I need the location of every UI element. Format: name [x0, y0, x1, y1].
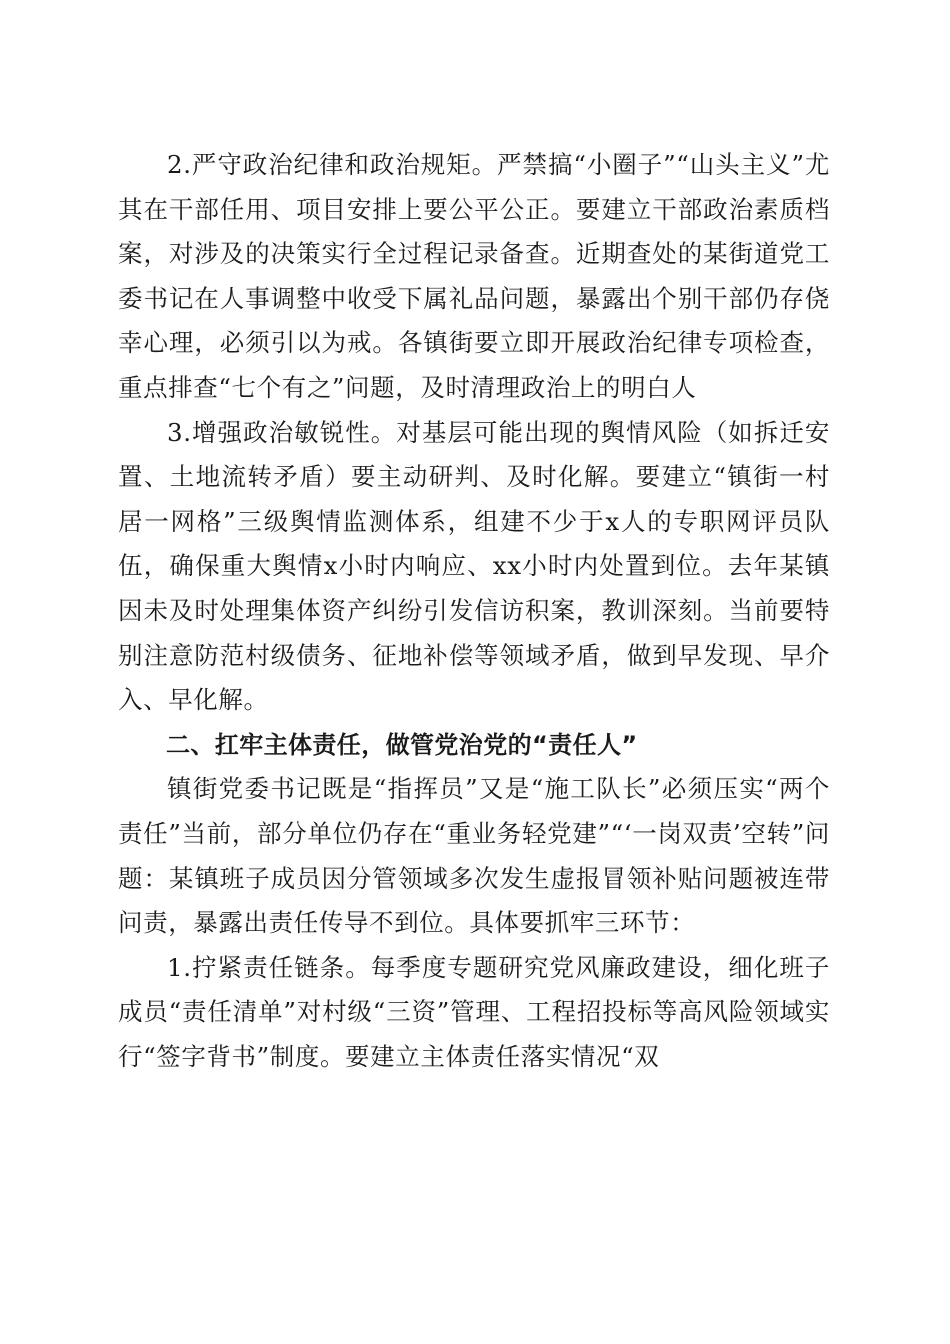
paragraph-two-responsibilities: 镇街党委书记既是“指挥员”又是“施工队长”必须压实“两个责任”当前，部分单位仍存在“重业务轻党建”“‘一岗双责’空转”问题：某镇班子成员因分管领域多次发生虚报冒领补贴问题被连带问责，暴露出责任传导不到位。具体要抓牢三环节： — [118, 774, 830, 938]
paragraph-political-discipline: 2.严守政治纪律和政治规矩。严禁搞“小圈子”“山头主义”尤其在干部任用、项目安排上要公平公正。要建立干部政治素质档案，对涉及的决策实行全过程记录备查。近期查处的某街道党工委书记在人事调整中收受下属礼品问题，暴露出个别干部仍存侥幸心理，必须引以为戒。各镇街要立即开展政治纪律专项检查，重点排查“七个有之”问题，及时清理政治上的明白人 — [118, 150, 830, 402]
paragraph-responsibility-chain: 1.拧紧责任链条。每季度专题研究党风廉政建设，细化班子成员“责任清单”对村级“三资”管理、工程招投标等高风险领域实行“签字背书”制度。要建立主体责任落实情况“双 — [118, 952, 830, 1071]
section-heading-main-responsibility: 二、扛牢主体责任，做管党治党的“责任人” — [166, 730, 638, 759]
paragraph-political-sensitivity: 3.增强政治敏锐性。对基层可能出现的舆情风险（如拆迁安置、土地流转矛盾）要主动研判、及时化解。要建立“镇街一村居一网格”三级舆情监测体系，组建不少于x人的专职网评员队伍，确保重大舆情x小时内响应、xx小时内处置到位。去年某镇因未及时处理集体资产纠纷引发信访积案，教训深刻。当前要特别注意防范村级债务、征地补偿等领域矛盾，做到早发现、早介入、早化解。 — [118, 417, 830, 715]
document-body — [118, 143, 830, 1079]
